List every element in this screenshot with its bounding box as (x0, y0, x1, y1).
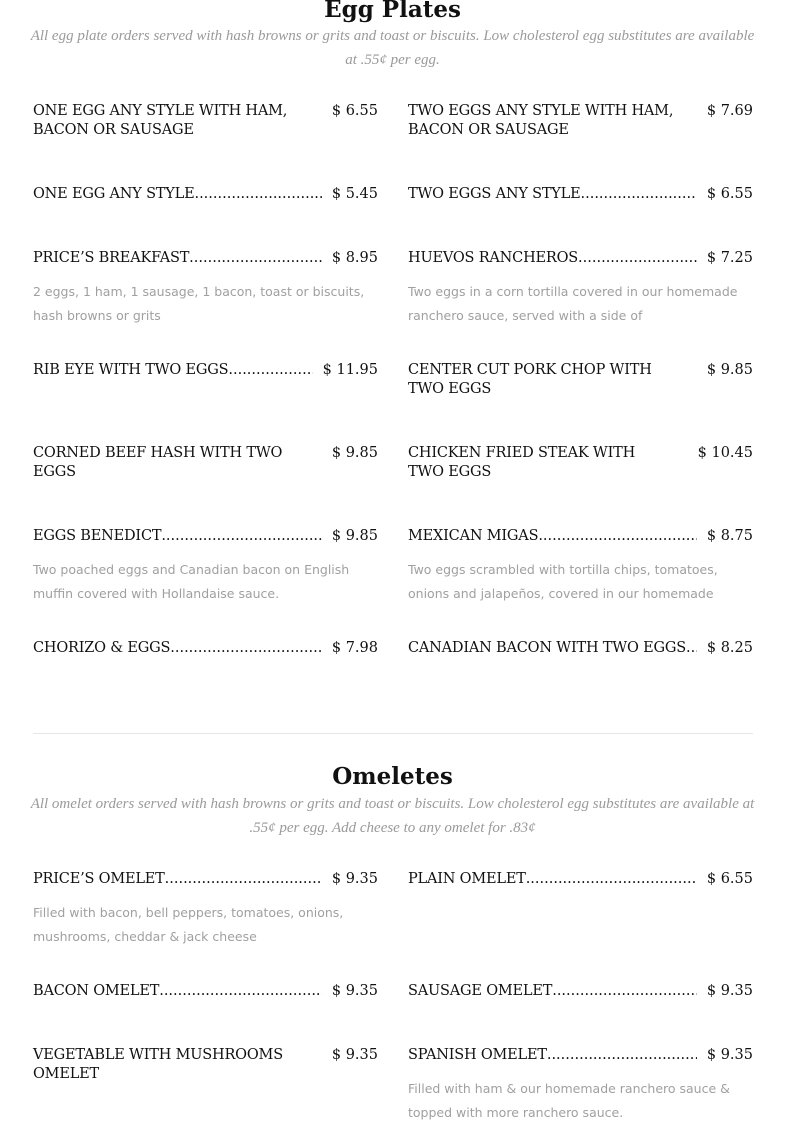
menu-item (33, 249, 378, 328)
item-price: $ 6.55 (331, 103, 378, 119)
item-name: CANADIAN BACON WITH TWO EGGS ..... (408, 639, 697, 658)
omeletes-title: Omeletes (332, 763, 453, 790)
item-name: EGGS BENEDICT ..... (33, 527, 322, 546)
item-price: $ 9.85 (331, 528, 378, 544)
item-name: SAUSAGE OMELET ..... (408, 982, 697, 1001)
item-name: VEGETABLE WITH MUSHROOMS OMELET (33, 1047, 283, 1082)
item-price: $ 6.55 (706, 186, 753, 202)
menu-item (33, 185, 378, 204)
item-description: 2 eggs, 1 ham, 1 sausage, 1 bacon, toast or biscuits, hash browns or grits (33, 284, 365, 323)
menu-item (408, 639, 753, 658)
menu-item (408, 102, 753, 140)
item-description: Two eggs in a corn tortilla covered in our homemade ranchero sauce, served with a side of (408, 284, 738, 323)
menu-item (33, 102, 378, 140)
item-price: $ 9.85 (331, 445, 378, 461)
item-description: Two eggs scrambled with tortilla chips, tomatoes, onions and jalapeños, covered in our homemade (408, 562, 718, 601)
omeletes-note: All omelet orders served with hash browns or grits and toast or biscuits. Low cholesterol egg substitutes are available at .55¢ per egg. Add cheese to any omelet for .83¢ (30, 796, 755, 836)
item-name: TWO EGGS ANY STYLE ..... (408, 185, 697, 204)
item-price: $ 5.45 (331, 186, 378, 202)
menu-item (408, 249, 753, 328)
item-price: $ 7.25 (706, 250, 753, 266)
item-price: $ 10.45 (697, 445, 753, 461)
menu-item (408, 361, 753, 399)
menu-item (33, 1046, 378, 1084)
item-description: Two poached eggs and Canadian bacon on English muffin covered with Hollandaise sauce. (33, 562, 350, 601)
egg-plates-title: Egg Plates (324, 0, 461, 23)
item-price: $ 6.55 (706, 871, 753, 887)
menu-item (408, 982, 753, 1001)
menu-item (33, 639, 378, 658)
item-name: CHORIZO & EGGS ..... (33, 639, 322, 658)
item-price: $ 9.85 (706, 362, 753, 378)
item-price: $ 9.35 (706, 1047, 753, 1063)
menu-item (33, 444, 378, 482)
egg-plates-note: All egg plate orders served with hash browns or grits and toast or biscuits. Low cholesterol egg substitutes are available at .55¢ per egg. (30, 28, 755, 68)
item-price: $ 8.75 (706, 528, 753, 544)
menu-item (408, 870, 753, 889)
item-price: $ 9.35 (706, 983, 753, 999)
item-name: RIB EYE WITH TWO EGGS ..... (33, 361, 313, 380)
item-name: MEXICAN MIGAS ..... (408, 527, 697, 546)
item-price: $ 11.95 (322, 362, 378, 378)
item-name: BACON OMELET ..... (33, 982, 322, 1001)
section-divider (33, 733, 753, 734)
item-name: TWO EGGS ANY STYLE WITH HAM, BACON OR SAUSAGE (408, 103, 674, 138)
item-name: SPANISH OMELET ..... (408, 1046, 697, 1065)
item-name: CHICKEN FRIED STEAK WITH TWO EGGS (408, 445, 636, 480)
menu-item (33, 870, 378, 949)
menu-item (408, 444, 753, 482)
item-price: $ 9.35 (331, 1047, 378, 1063)
menu-item (33, 527, 378, 606)
item-name: PLAIN OMELET ..... (408, 870, 697, 889)
menu-item (33, 982, 378, 1001)
item-name: ONE EGG ANY STYLE WITH HAM, BACON OR SAUSAGE (33, 103, 288, 138)
item-price: $ 7.69 (706, 103, 753, 119)
menu-item (408, 527, 753, 606)
item-name: CENTER CUT PORK CHOP WITH TWO EGGS (408, 362, 652, 397)
menu-item (33, 361, 378, 380)
item-name: PRICE’S OMELET ..... (33, 870, 322, 889)
menu-item (408, 185, 753, 204)
item-description: Filled with ham & our homemade ranchero sauce & topped with more ranchero sauce. (408, 1081, 730, 1120)
item-description: Filled with bacon, bell peppers, tomatoes, onions, mushrooms, cheddar & jack cheese (33, 905, 344, 944)
item-price: $ 8.25 (706, 640, 753, 656)
item-price: $ 9.35 (331, 983, 378, 999)
item-name: HUEVOS RANCHEROS ..... (408, 249, 697, 268)
menu-item (408, 1046, 753, 1125)
item-price: $ 9.35 (331, 871, 378, 887)
item-name: PRICE’S BREAKFAST ..... (33, 249, 322, 268)
item-name: CORNED BEEF HASH WITH TWO EGGS (33, 445, 283, 480)
item-price: $ 8.95 (331, 250, 378, 266)
item-price: $ 7.98 (331, 640, 378, 656)
item-name: ONE EGG ANY STYLE ..... (33, 185, 322, 204)
